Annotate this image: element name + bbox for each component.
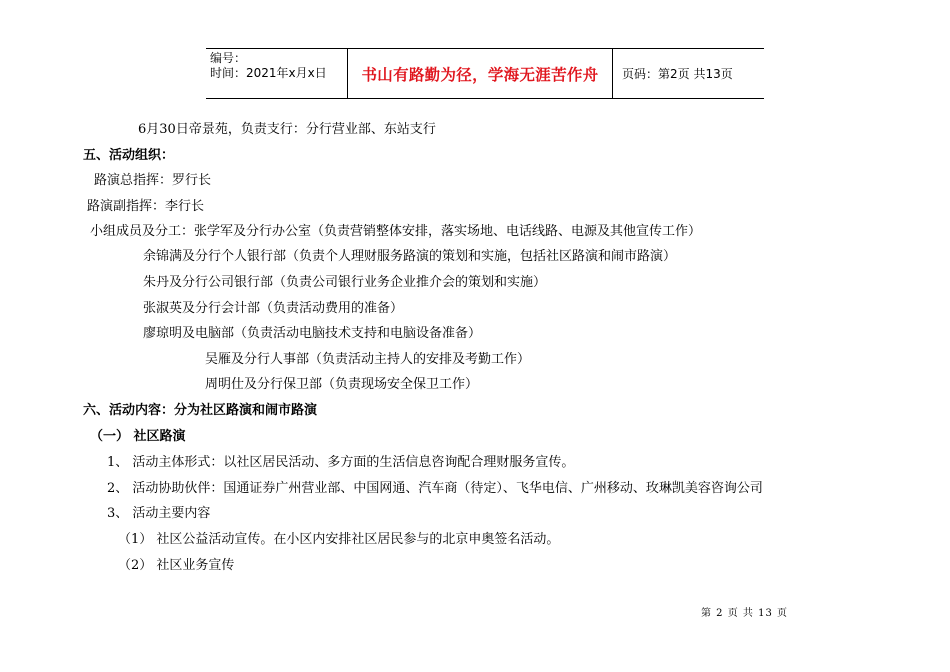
- list-item: 1、 活动主体形式：以社区居民活动、多方面的生活信息咨询配合理财服务宣传。: [107, 455, 575, 470]
- time-label: 时间：2021年x月x日: [210, 66, 327, 80]
- schedule-line: 6月30日帝景苑，负责支行：分行营业部、东站支行: [138, 122, 436, 137]
- team-member-line: 周明仕及分行保卫部（负责现场安全保卫工作）: [205, 377, 479, 392]
- header-motto: 书山有路勤为径，学海无涯苦作舟: [348, 49, 613, 98]
- sub-list-item: （2） 社区业务宣传: [118, 558, 235, 573]
- deputy-commander: 路演副指挥：李行长: [87, 199, 205, 214]
- list-item: 3、 活动主要内容: [107, 506, 211, 521]
- header-meta: [206, 49, 348, 98]
- page-footer: 第 2 页 共 13 页: [701, 608, 788, 619]
- header-page-label: 页码：第2页 共13页: [622, 67, 733, 81]
- team-member-line: 廖琼明及电脑部（负责活动电脑技术支持和电脑设备准备）: [143, 326, 482, 341]
- serial-label: 编号：: [210, 51, 247, 65]
- team-member-line: 朱丹及分行公司银行部（负责公司银行业务企业推介会的策划和实施）: [143, 275, 547, 290]
- section-heading-5: 五、活动组织：: [83, 148, 175, 163]
- team-member-line: 小组成员及分工：张学军及分行办公室（负责营销整体安排，落实场地、电话线路、电源及其他宣传工作）: [90, 224, 702, 239]
- section-heading-6: 六、活动内容：分为社区路演和闹市路演: [83, 403, 318, 418]
- sub-list-item: （1） 社区公益活动宣传。在小区内安排社区居民参与的北京申奥签名活动。: [118, 532, 560, 547]
- document-header: [206, 48, 764, 99]
- team-member-line: 余锦满及分行个人银行部（负责个人理财服务路演的策划和实施，包括社区路演和闹市路演）: [143, 249, 677, 264]
- team-member-line: 吴雁及分行人事部（负责活动主持人的安排及考勤工作）: [205, 352, 531, 367]
- list-item: 2、 活动协助伙伴：国通证券广州营业部、中国网通、汽车商（待定）、飞华电信、广州移动、玫琳凯美容咨询公司: [107, 481, 763, 496]
- chief-commander: 路演总指挥：罗行长: [94, 173, 212, 188]
- subsection-heading: （一） 社区路演: [90, 429, 186, 444]
- team-member-line: 张淑英及分行会计部（负责活动费用的准备）: [143, 301, 404, 316]
